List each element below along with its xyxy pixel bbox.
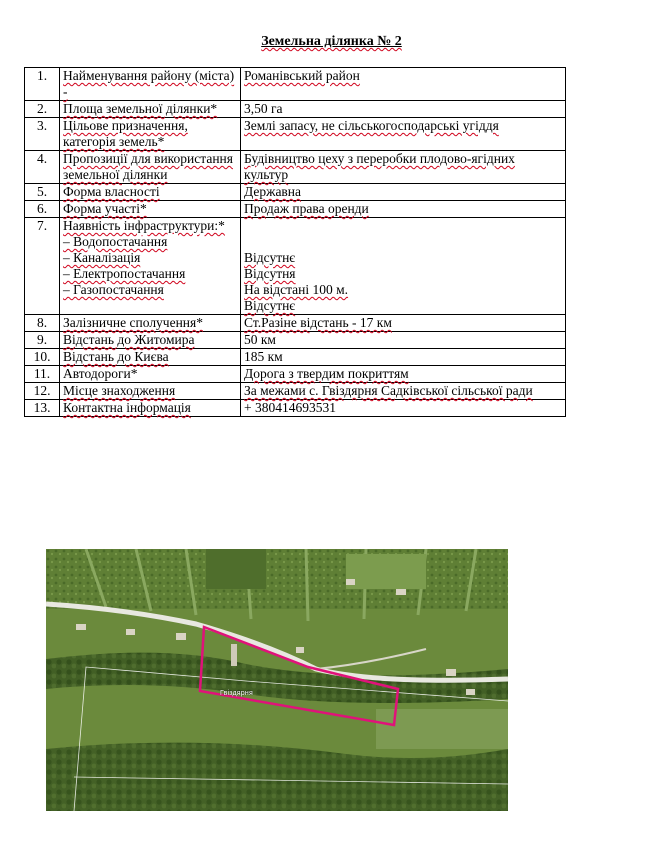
row-number: 4. xyxy=(25,151,60,184)
infra-gas-label: – Газопостачання xyxy=(63,282,164,297)
table-row xyxy=(25,151,566,184)
land-plot-table xyxy=(24,67,566,417)
row-value: 3,50 га xyxy=(241,101,566,118)
row-value xyxy=(241,218,566,315)
row-value: Ст.Разіне відстань - 17 км xyxy=(241,315,566,332)
table-row xyxy=(25,332,566,349)
row-label: Наявність інфраструктури:* – Водопостачання – Каналізація – Електропостачання – Газопостачання xyxy=(60,218,241,315)
table-row xyxy=(25,118,566,151)
row-label: Контактна інформація xyxy=(60,400,241,417)
row-number: 6. xyxy=(25,201,60,218)
row-label: Найменування району (міста) - xyxy=(60,68,241,101)
row-number: 10. xyxy=(25,349,60,366)
row-value: 185 км xyxy=(241,349,566,366)
row-value: Дорога з твердим покриттям xyxy=(241,366,566,383)
infra-water-value: Відсутнє xyxy=(244,250,296,265)
satellite-map xyxy=(46,549,508,811)
row-number: 5. xyxy=(25,184,60,201)
row-label: Площа земельної ділянки* xyxy=(60,101,241,118)
row-number: 12. xyxy=(25,383,60,400)
table-row xyxy=(25,184,566,201)
row-value: Будівництво цеху з переробки плодово-ягідних культур xyxy=(241,151,566,184)
page-title: Земельна ділянка № 2 xyxy=(261,34,402,49)
row-number: 11. xyxy=(25,366,60,383)
row-label: Відстань до Житомира xyxy=(60,332,241,349)
table-row xyxy=(25,101,566,118)
infra-gas-value: Відсутнє xyxy=(244,298,296,313)
row-label: Відстань до Києва xyxy=(60,349,241,366)
table-row xyxy=(25,218,566,315)
row-number: 9. xyxy=(25,332,60,349)
infra-power-label: – Електропостачання xyxy=(63,266,186,281)
row-label: Форма власності xyxy=(60,184,241,201)
table-row xyxy=(25,400,566,417)
row-label: Цільове призначення, категорія земель* xyxy=(60,118,241,151)
infra-water-label: – Водопостачання xyxy=(63,234,168,249)
row-number: 8. xyxy=(25,315,60,332)
row-label: Пропозиції для використання земельної ділянки xyxy=(60,151,241,184)
infra-power-value: На відстані 100 м. xyxy=(244,282,349,297)
row-value: За межами с. Гвіздярня Садківської сільської ради xyxy=(241,383,566,400)
table-row xyxy=(25,68,566,101)
row-number: 7. xyxy=(25,218,60,315)
map-place-label: Гвіздярня xyxy=(220,690,253,697)
table-row xyxy=(25,349,566,366)
row-value: + 380414693531 xyxy=(241,400,566,417)
row-label: Залізничне сполучення* xyxy=(60,315,241,332)
row-value: Землі запасу, не сільськогосподарські угіддя xyxy=(241,118,566,151)
row-label: Автодороги* xyxy=(60,366,241,383)
row-number: 1. xyxy=(25,68,60,101)
table-row xyxy=(25,366,566,383)
row-number: 13. xyxy=(25,400,60,417)
row-value: Романівський район xyxy=(241,68,566,101)
row-value: 50 км xyxy=(241,332,566,349)
row-label: Форма участі* xyxy=(60,201,241,218)
infra-sewer-label: – Каналізація xyxy=(63,250,141,265)
table-row xyxy=(25,201,566,218)
row-number: 2. xyxy=(25,101,60,118)
row-number: 3. xyxy=(25,118,60,151)
row-label: Місце знаходження xyxy=(60,383,241,400)
row-value: Державна xyxy=(241,184,566,201)
table-row xyxy=(25,315,566,332)
row-value: Продаж права оренди xyxy=(241,201,566,218)
table-row xyxy=(25,383,566,400)
infra-sewer-value: Відсутня xyxy=(244,266,296,281)
